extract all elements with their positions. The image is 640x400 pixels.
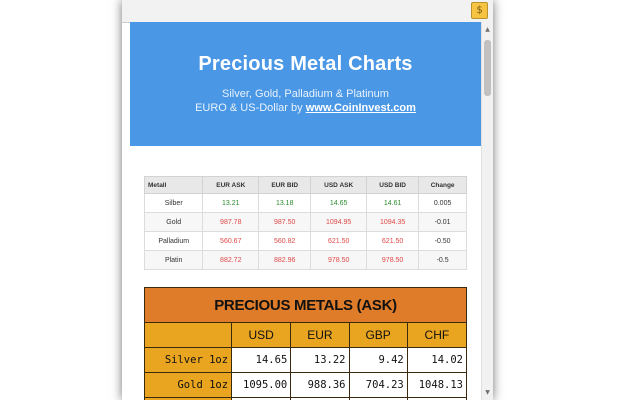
ask-price-table <box>144 287 467 400</box>
row-label: Gold 1oz <box>145 373 232 398</box>
eur-ask-value: 987.78 <box>203 213 259 232</box>
eur-bid-value: 560.82 <box>259 232 311 251</box>
change-value: -0.5 <box>419 251 467 270</box>
col-header-chf: CHF <box>407 323 466 348</box>
chf-value: 1048.13 <box>407 373 466 398</box>
col-header-metal: Metall <box>145 177 203 194</box>
eur-bid-value: 13.18 <box>259 194 311 213</box>
scrollbar-thumb[interactable] <box>484 40 491 96</box>
coininvest-link[interactable]: www.CoinInvest.com <box>305 102 416 114</box>
extension-popup-window <box>122 0 493 400</box>
ask-table-header <box>145 323 467 348</box>
metal-name: Gold <box>145 213 203 232</box>
price-table-header <box>145 177 467 194</box>
metal-name: Palladium <box>145 232 203 251</box>
popup-content <box>130 22 481 400</box>
table-row <box>145 251 467 270</box>
col-header-usd-ask: USD ASK <box>311 177 367 194</box>
change-value: -0.50 <box>419 232 467 251</box>
eur-bid-value: 987.50 <box>259 213 311 232</box>
eur-value: 988.36 <box>291 373 349 398</box>
table-row <box>145 348 467 373</box>
change-value: -0.01 <box>419 213 467 232</box>
eur-ask-value: 13.21 <box>203 194 259 213</box>
usd-bid-value: 1094.35 <box>367 213 419 232</box>
metal-name: Platin <box>145 251 203 270</box>
table-row <box>145 213 467 232</box>
gbp-value: 9.42 <box>349 348 407 373</box>
row-label: Silver 1oz <box>145 348 232 373</box>
hero-banner <box>130 22 481 146</box>
table-row <box>145 373 467 398</box>
price-table <box>144 176 467 270</box>
usd-bid-value: 621.50 <box>367 232 419 251</box>
usd-value: 1095.00 <box>232 373 291 398</box>
eur-ask-value: 882.72 <box>203 251 259 270</box>
table-row <box>145 232 467 251</box>
col-header-usd-bid: USD BID <box>367 177 419 194</box>
col-header-usd: USD <box>232 323 291 348</box>
usd-ask-value: 1094.95 <box>311 213 367 232</box>
eur-ask-value: 560.67 <box>203 232 259 251</box>
usd-bid-value: 978.50 <box>367 251 419 270</box>
browser-toolbar <box>122 0 493 23</box>
eur-bid-value: 882.96 <box>259 251 311 270</box>
col-header-change: Change <box>419 177 467 194</box>
usd-ask-value: 621.50 <box>311 232 367 251</box>
hero-credit-text: EURO & US-Dollar by <box>195 102 306 114</box>
table-row <box>145 194 467 213</box>
scroll-down-arrow-icon[interactable]: ▼ <box>485 389 490 396</box>
coin-extension-icon[interactable]: $ <box>471 2 488 19</box>
usd-ask-value: 14.65 <box>311 194 367 213</box>
ask-header-blank <box>145 323 232 348</box>
chf-value: 14.02 <box>407 348 466 373</box>
change-value: 0.005 <box>419 194 467 213</box>
col-header-eur-ask: EUR ASK <box>203 177 259 194</box>
page-title: Precious Metal Charts <box>198 53 413 75</box>
col-header-gbp: GBP <box>349 323 407 348</box>
scroll-up-arrow-icon[interactable]: ▲ <box>485 26 490 33</box>
usd-bid-value: 14.61 <box>367 194 419 213</box>
hero-subtitle: Silver, Gold, Palladium & Platinum <box>222 88 389 100</box>
col-header-eur: EUR <box>291 323 349 348</box>
eur-value: 13.22 <box>291 348 349 373</box>
vertical-scrollbar[interactable] <box>481 22 493 400</box>
metal-name: Silber <box>145 194 203 213</box>
gbp-value: 704.23 <box>349 373 407 398</box>
usd-value: 14.65 <box>232 348 291 373</box>
hero-credit <box>130 102 481 114</box>
col-header-eur-bid: EUR BID <box>259 177 311 194</box>
usd-ask-value: 978.50 <box>311 251 367 270</box>
ask-table-title: PRECIOUS METALS (ASK) <box>145 288 467 323</box>
